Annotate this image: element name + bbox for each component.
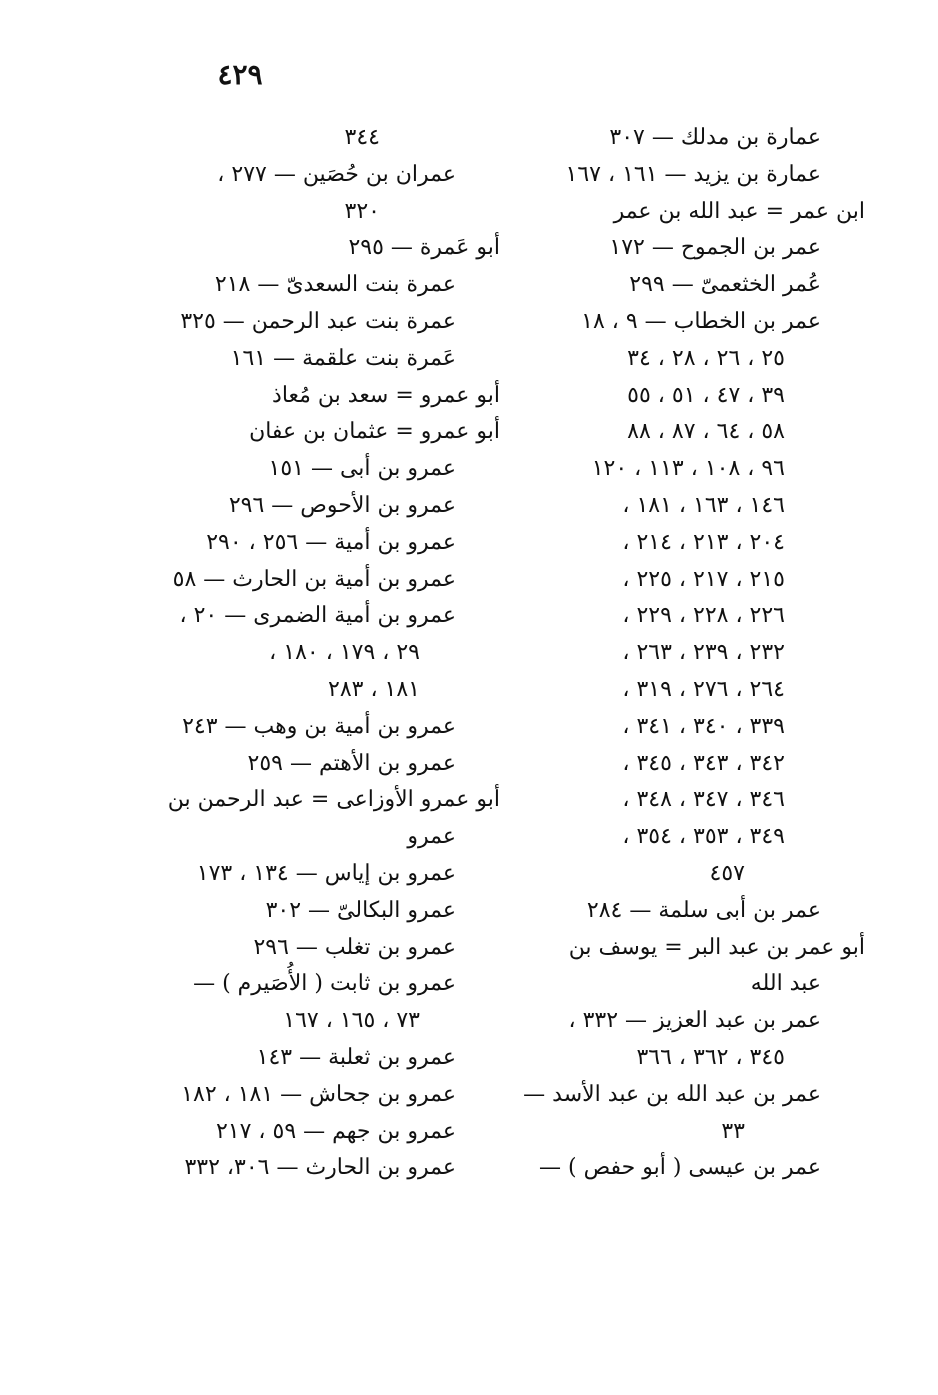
index-entry: عمرو بن جحاش — ١٨١ ، ١٨٢ — [181, 1081, 456, 1107]
index-entry: ٢٢٦ ، ٢٢٨ ، ٢٢٩ ، — [622, 603, 785, 629]
page-number: ٤٢٩ — [217, 58, 263, 91]
index-entry: ٣٣٩ ، ٣٤٠ ، ٣٤١ ، — [622, 713, 785, 739]
index-entry: عمرو بن الأحوص — ٢٩٦ — [228, 492, 456, 518]
index-entry: ٧٣ ، ١٦٥ ، ١٦٧ — [283, 1008, 420, 1034]
index-entry: عمرو بن أمية الضمرى — ٢٠ ، — [179, 603, 456, 629]
index-entry: ٢٥ ، ٢٦ ، ٢٨ ، ٣٤ — [627, 345, 785, 371]
index-entry: ٢٠٤ ، ٢١٣ ، ٢١٤ ، — [622, 529, 785, 555]
index-entry: أبو عمرو الأوزاعى = عبد الرحمن بن — [167, 787, 500, 813]
index-entry: عمرو البكالىّ — ٣٠٢ — [265, 897, 456, 923]
index-entry: ٣٢٠ — [344, 198, 380, 224]
index-entry: ٩٦ ، ١٠٨ ، ١١٣ ، ١٢٠ — [591, 456, 785, 482]
index-entry: عمرو بن أمية بن الحارث — ٥٨ — [172, 566, 456, 592]
index-entry: عمر بن عيسى ( أبو حفص ) — — [539, 1155, 821, 1181]
index-entry: عبد الله — [750, 971, 821, 997]
index-entry: عمر بن عبد العزيز — ٣٣٢ ، — [568, 1008, 821, 1034]
index-entry: ٢٩ ، ١٧٩ ، ١٨٠ ، — [269, 640, 420, 666]
index-entry: ٣٤٩ ، ٣٥٣ ، ٣٥٤ ، — [622, 824, 785, 850]
index-entry: ٢٣٢ ، ٢٣٩ ، ٢٦٣ ، — [622, 640, 785, 666]
index-entry: ١٤٦ ، ١٦٣ ، ١٨١ ، — [622, 492, 785, 518]
index-entry: عمر بن الخطاب — ٩ ، ١٨ — [581, 308, 821, 334]
index-entry: عمرة بنت السعدىّ — ٢١٨ — [214, 272, 456, 298]
index-column-left — [160, 120, 500, 1187]
index-entry: عمرو بن ثابت ( الأُصَيرم ) — — [193, 971, 456, 997]
index-entry: ١٨١ ، ٢٨٣ — [328, 676, 420, 702]
index-entry: عمرة بنت عبد الرحمن — ٣٢٥ — [180, 308, 456, 334]
index-entry: ٣٩ ، ٤٧ ، ٥١ ، ٥٥ — [627, 382, 785, 408]
index-entry: ٣٤٦ ، ٣٤٧ ، ٣٤٨ ، — [622, 787, 785, 813]
index-entry: أبو عمر بن عبد البر = يوسف بن — [568, 934, 865, 960]
index-entry: عُمر الخثعمىّ — ٢٩٩ — [629, 272, 821, 298]
index-entry: ٣٤٥ ، ٣٦٢ ، ٣٦٦ — [636, 1044, 785, 1070]
index-entry: عمرو بن الحارث — ٣٠٦، ٣٣٢ — [184, 1155, 456, 1181]
index-entry: عمرو بن تغلب — ٢٩٦ — [253, 934, 456, 960]
index-column-right — [523, 120, 865, 1187]
index-entry: عمر بن عبد الله بن عبد الأسد — — [523, 1081, 821, 1107]
index-entry: عمرو بن أمية بن وهب — ٢٤٣ — [182, 713, 456, 739]
index-entry: ابن عمر = عبد الله بن عمر — [613, 198, 865, 224]
index-entry: عمرو — [407, 824, 456, 850]
index-entry: عمرو بن جهم — ٥٩ ، ٢١٧ — [215, 1118, 456, 1144]
index-entry: عمارة بن مدلك — ٣٠٧ — [609, 125, 821, 150]
index-entry: عمرو بن ثعلبة — ١٤٣ — [256, 1044, 456, 1070]
index-entry: ٥٨ ، ٦٤ ، ٨٧ ، ٨٨ — [627, 419, 785, 445]
index-entry: ٢٦٤ ، ٢٧٦ ، ٣١٩ ، — [622, 676, 785, 702]
index-entry: عمر بن أبى سلمة — ٢٨٤ — [586, 897, 821, 923]
index-entry: أبو عمرو = سعد بن مُعاذ — [272, 382, 500, 408]
index-entry: ٢١٥ ، ٢١٧ ، ٢٢٥ ، — [622, 566, 785, 592]
index-entry: عمرو بن إياس — ١٣٤ ، ١٧٣ — [196, 860, 456, 886]
index-entry: عمر بن الجموح — ١٧٢ — [609, 235, 821, 261]
index-entry: عمارة بن يزيد — ١٦١ ، ١٦٧ — [565, 161, 821, 187]
index-entry: عمرو بن أبى — ١٥١ — [268, 456, 456, 482]
index-entry: ٣٣ — [721, 1118, 745, 1144]
index-entry: عمرو بن الأهتم — ٢٥٩ — [247, 750, 456, 776]
index-entry: أبو عَمرة — ٢٩٥ — [348, 235, 500, 261]
index-entry: ٤٥٧ — [709, 860, 745, 886]
index-entry: ٣٤٢ ، ٣٤٣ ، ٣٤٥ ، — [622, 750, 785, 776]
index-entry: عمرو بن أمية — ٢٥٦ ، ٢٩٠ — [206, 529, 456, 555]
index-entry: عَمرة بنت علقمة — ١٦١ — [230, 345, 456, 371]
index-entry: ٣٤٤ — [344, 125, 380, 150]
index-entry: عمران بن حُصَين — ٢٧٧ ، — [217, 161, 456, 187]
index-entry: أبو عمرو = عثمان بن عفان — [249, 419, 500, 445]
